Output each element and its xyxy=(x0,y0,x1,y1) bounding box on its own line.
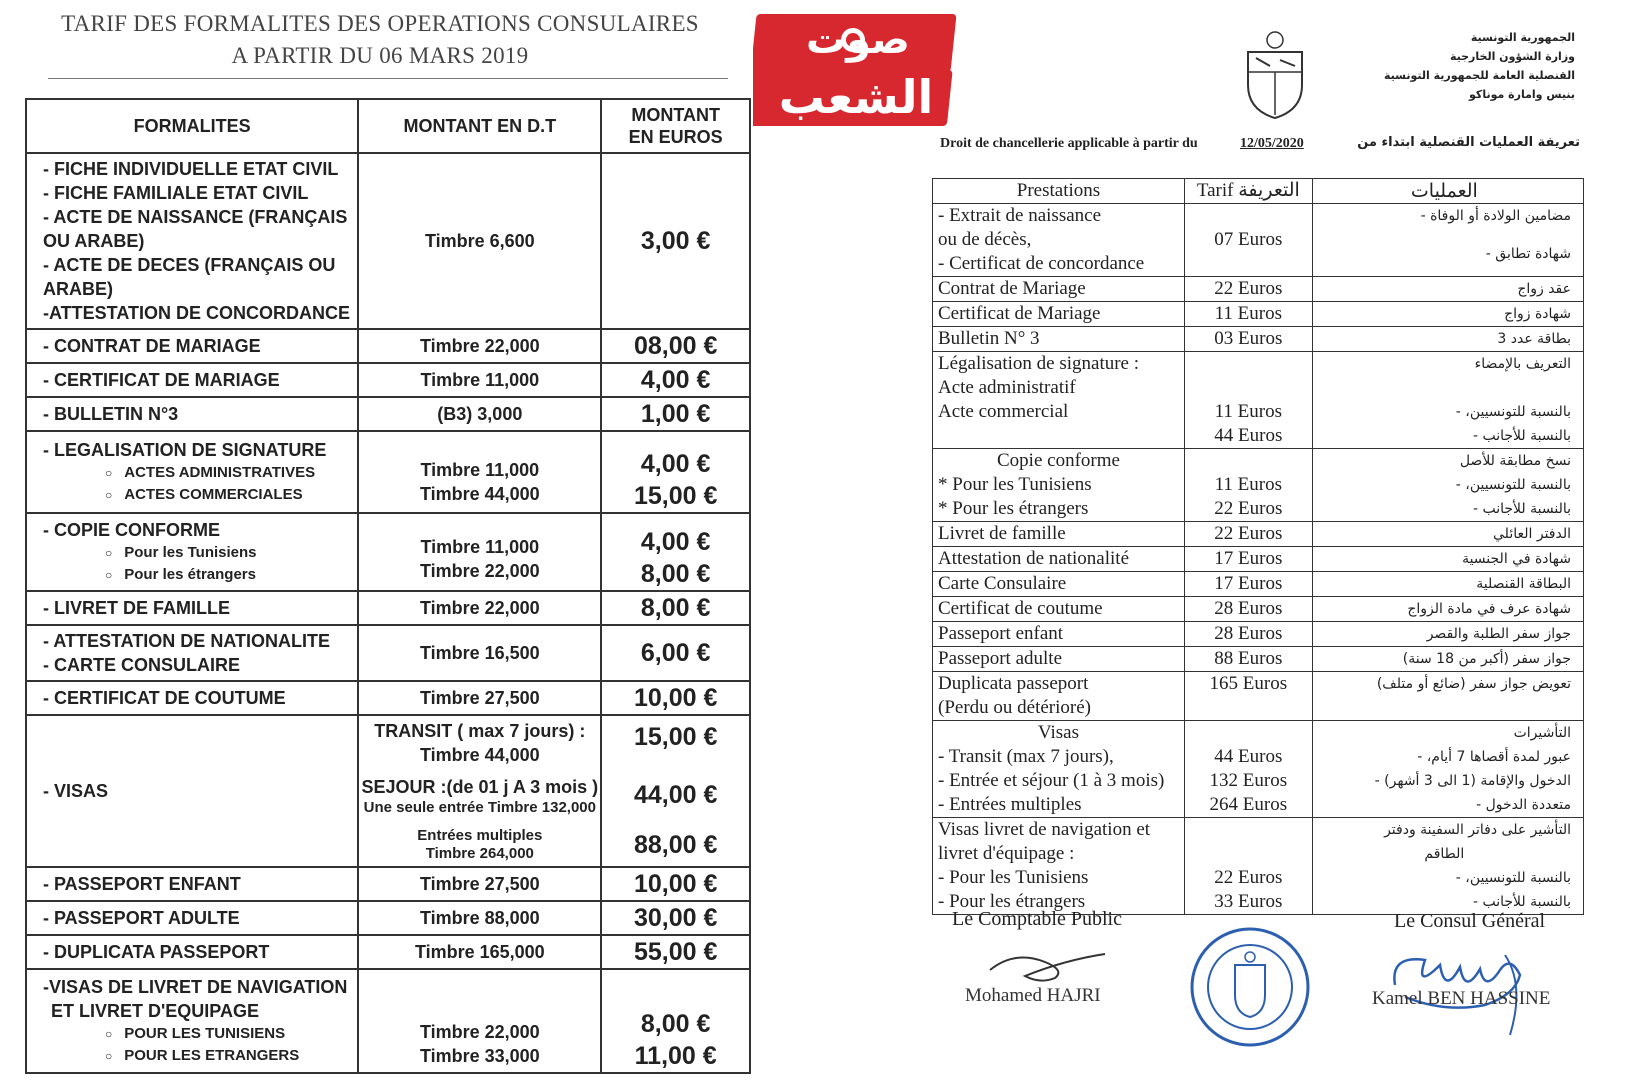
table-row xyxy=(26,591,750,625)
table-row xyxy=(26,901,750,935)
table-row xyxy=(933,572,1584,597)
tarif-cell: 165 Euros xyxy=(1184,672,1312,721)
sig-right-name: Kamel BEN HASSINE xyxy=(1372,988,1551,1009)
tarif-cell xyxy=(1184,721,1312,818)
arabic-line: بالنسبة للأجانب - xyxy=(1472,428,1571,444)
arabic-cell: شهادة عرف في مادة الزواج xyxy=(1312,597,1583,622)
table-row xyxy=(933,277,1584,302)
header-montant-euros-line1: MONTANT xyxy=(631,105,720,125)
euros-cell: 30,00 € xyxy=(601,901,750,935)
right-arabic-header xyxy=(1375,28,1575,104)
arabic-line: بالنسبة للتونسيين، - xyxy=(1455,404,1571,420)
formalite-cell: - PASSEPORT ENFANT xyxy=(26,867,358,901)
arabic-line: الطاقم xyxy=(1424,846,1465,862)
prestation-line: * Pour les Tunisiens xyxy=(938,474,1092,495)
table-row xyxy=(933,647,1584,672)
arabic-cell: جواز سفر (أكبر من 18 سنة) xyxy=(1312,647,1583,672)
header-ar-line: بنيس وامارة موناكو xyxy=(1469,88,1575,101)
montant-value: Timbre 44,000 xyxy=(419,484,540,504)
header-prestations: Prestations xyxy=(933,179,1185,204)
formalite-cell: - CONTRAT DE MARIAGE xyxy=(26,329,358,363)
tarif-value: 44 Euros xyxy=(1214,425,1283,446)
table-row xyxy=(933,622,1584,647)
formalite-item: - LEGALISATION DE SIGNATURE xyxy=(43,440,327,460)
montant-value: TRANSIT ( max 7 jours) : xyxy=(374,721,586,741)
euros-cell xyxy=(601,715,750,867)
table-row xyxy=(26,681,750,715)
table-row xyxy=(933,597,1584,622)
formalite-subitem: ○ POUR LES TUNISIENS xyxy=(43,1023,353,1045)
table-row xyxy=(26,969,750,1073)
arabic-cell xyxy=(1312,449,1583,522)
sig-left-title: Le Comptable Public xyxy=(952,908,1122,930)
prestation-line: - Entrées multiples xyxy=(938,794,1082,815)
prestation-cell xyxy=(933,818,1185,915)
table-row xyxy=(933,352,1584,449)
formalite-cell: - LIVRET DE FAMILLE xyxy=(26,591,358,625)
table-row xyxy=(26,153,750,329)
prestation-cell: Contrat de Mariage xyxy=(933,277,1185,302)
header-montant-euros xyxy=(601,99,750,153)
table-row xyxy=(933,547,1584,572)
prestation-line: Copie conforme xyxy=(997,450,1120,471)
euros-cell: 10,00 € xyxy=(601,681,750,715)
euros-value: 8,00 € xyxy=(640,560,711,588)
formalite-subitem: ○ ACTES COMMERCIALES xyxy=(43,484,353,506)
arabic-line: بالنسبة للأجانب - xyxy=(1472,894,1571,910)
arabic-cell: البطاقة القنصلية xyxy=(1312,572,1583,597)
arabic-cell: عقد زواج xyxy=(1312,277,1583,302)
euros-cell: 6,00 € xyxy=(601,625,750,681)
montant-cell: (B3) 3,000 xyxy=(358,397,601,431)
table-row xyxy=(26,363,750,397)
tarif-value: 22 Euros xyxy=(1214,498,1283,519)
tarif-value: 11 Euros xyxy=(1214,401,1283,422)
formalite-cell xyxy=(26,431,358,513)
table-row xyxy=(26,625,750,681)
header-montant-euros-line2: EN EUROS xyxy=(628,127,723,147)
arabic-line: بالنسبة للتونسيين، - xyxy=(1455,477,1571,493)
montant-cell: Timbre 27,500 xyxy=(358,681,601,715)
tarif-cell: 28 Euros xyxy=(1184,622,1312,647)
table-row xyxy=(933,672,1584,721)
montant-value: Timbre 44,000 xyxy=(419,745,540,765)
formalite-item: -VISAS DE LIVRET DE NAVIGATION xyxy=(43,977,348,997)
prestation-line: - Pour les Tunisiens xyxy=(938,867,1089,888)
table-row xyxy=(933,327,1584,352)
header-montant-dt: MONTANT EN D.T xyxy=(358,99,601,153)
arabic-cell: شهادة زواج xyxy=(1312,302,1583,327)
prestation-cell: Livret de famille xyxy=(933,522,1185,547)
tarif-cell xyxy=(1184,449,1312,522)
formalite-cell: - DUPLICATA PASSEPORT xyxy=(26,935,358,969)
euros-value: 15,00 € xyxy=(633,482,718,510)
prestation-line: Légalisation de signature : xyxy=(938,353,1140,374)
montant-value: Entrées multiples xyxy=(417,827,543,844)
left-signature-scribble xyxy=(985,940,1115,990)
table-row xyxy=(26,431,750,513)
logo-line2: الشعب xyxy=(778,70,934,124)
left-title-line2: A PARTIR DU 06 MARS 2019 xyxy=(231,43,529,68)
prestation-cell: Carte Consulaire xyxy=(933,572,1185,597)
formalite-item: - ATTESTATION DE NATIONALITE xyxy=(43,631,330,651)
montant-value: Timbre 11,000 xyxy=(420,537,540,557)
table-row xyxy=(26,513,750,591)
header-formalites: FORMALITES xyxy=(26,99,358,153)
prestation-line: Acte administratif xyxy=(938,377,1076,398)
arabic-cell: شهادة في الجنسية xyxy=(1312,547,1583,572)
montant-cell: Timbre 22,000 xyxy=(358,591,601,625)
table-row xyxy=(26,715,750,867)
euros-cell: 1,00 € xyxy=(601,397,750,431)
table-row xyxy=(933,818,1584,915)
subtitle-date: 12/05/2020 xyxy=(1240,136,1304,151)
euros-cell: 08,00 € xyxy=(601,329,750,363)
sig-left-name: Mohamed HAJRI xyxy=(965,985,1101,1006)
consulate-stamp xyxy=(1185,925,1315,1050)
arabic-line: التعريف بالإمضاء xyxy=(1474,356,1571,372)
tarif-value: 44 Euros xyxy=(1214,746,1283,767)
stamp-outer-ring xyxy=(1192,929,1308,1045)
euros-value: 88,00 € xyxy=(633,831,718,859)
montant-cell: Timbre 27,500 xyxy=(358,867,601,901)
tunisia-emblem xyxy=(1240,30,1310,120)
formalite-item: - ACTE DE DECES (FRANÇAIS OU ARABE) xyxy=(43,255,336,299)
formalite-cell: - PASSEPORT ADULTE xyxy=(26,901,358,935)
prestation-cell: Passeport adulte xyxy=(933,647,1185,672)
formalite-cell: - CERTIFICAT DE MARIAGE xyxy=(26,363,358,397)
prestation-cell: Attestation de nationalité xyxy=(933,547,1185,572)
arabic-cell: الدفتر العائلي xyxy=(1312,522,1583,547)
formalite-item: - ACTE DE NAISSANCE (FRANÇAIS OU ARABE) xyxy=(43,207,348,251)
table-row xyxy=(933,204,1584,277)
arabic-cell: تعويض جواز سفر (ضائع أو متلف) xyxy=(1312,672,1583,721)
subtitle-fr: Droit de chancellerie applicable à partir du xyxy=(940,136,1198,151)
montant-cell: Timbre 16,500 xyxy=(358,625,601,681)
prestation-cell xyxy=(933,672,1185,721)
euros-cell xyxy=(601,969,750,1073)
montant-value: Timbre 22,000 xyxy=(419,561,540,581)
tarif-cell: 17 Euros xyxy=(1184,572,1312,597)
prestation-line: Visas xyxy=(1037,722,1080,743)
tarif-cell xyxy=(1184,818,1312,915)
tarif-cell: 07 Euros xyxy=(1184,204,1312,277)
table-row xyxy=(933,721,1584,818)
formalite-item: -ATTESTATION DE CONCORDANCE xyxy=(43,303,350,323)
tarif-value: 264 Euros xyxy=(1209,794,1288,815)
arabic-line: مضامين الولادة أو الوفاة - xyxy=(1420,208,1571,224)
montant-cell xyxy=(358,969,601,1073)
montant-value: Timbre 33,000 xyxy=(419,1046,540,1066)
tarif-cell: 22 Euros xyxy=(1184,277,1312,302)
euros-value: 4,00 € xyxy=(640,450,711,478)
table-header-row xyxy=(26,99,750,153)
formalite-subitem: ○ Pour les étrangers xyxy=(43,564,353,586)
arabic-line: بالنسبة للتونسيين، - xyxy=(1455,870,1571,886)
montant-value: Timbre 22,000 xyxy=(419,1022,540,1042)
formalite-cell xyxy=(26,625,358,681)
prestation-line: - Transit (max 7 jours), xyxy=(938,746,1114,767)
title-rule xyxy=(48,78,728,79)
stamp-crescent xyxy=(1245,952,1255,962)
arabic-cell xyxy=(1312,818,1583,915)
euros-cell: 8,00 € xyxy=(601,591,750,625)
montant-cell xyxy=(358,715,601,867)
formalite-subitem: ○ ACTES ADMINISTRATIVES xyxy=(43,462,353,484)
formalite-cell: - BULLETIN N°3 xyxy=(26,397,358,431)
euros-value: 15,00 € xyxy=(633,723,718,751)
euros-cell xyxy=(601,431,750,513)
prestation-line: ou de décès, xyxy=(938,229,1032,250)
prestation-cell xyxy=(933,721,1185,818)
montant-value: Une seule entrée Timbre 132,000 xyxy=(363,799,596,816)
montant-cell: Timbre 11,000 xyxy=(358,363,601,397)
arabic-cell: بطاقة عدد 3 xyxy=(1312,327,1583,352)
tarif-cell xyxy=(1184,352,1312,449)
left-title-line1: TARIF DES FORMALITES DES OPERATIONS CONSULAIRES xyxy=(61,11,699,36)
prestation-line: - Pour les étrangers xyxy=(938,891,1086,912)
prestation-cell: Bulletin N° 3 xyxy=(933,327,1185,352)
euros-value: 11,00 € xyxy=(634,1042,717,1070)
table-row xyxy=(26,397,750,431)
montant-value: Timbre 264,000 xyxy=(425,845,534,862)
montant-cell xyxy=(358,431,601,513)
euros-cell xyxy=(601,513,750,591)
euros-value: 4,00 € xyxy=(640,528,711,556)
euros-value: 44,00 € xyxy=(633,781,718,809)
formalite-cell: - CERTIFICAT DE COUTUME xyxy=(26,681,358,715)
prestation-cell: Certificat de Mariage xyxy=(933,302,1185,327)
arabic-line: نسخ مطابقة للأصل xyxy=(1459,453,1571,469)
left-document-title xyxy=(40,8,720,72)
formalite-cell xyxy=(26,969,358,1073)
arabic-line: شهادة تطابق - xyxy=(1485,246,1571,262)
tarif-value: 22 Euros xyxy=(1214,867,1283,888)
header-tarif: Tarif التعريفة xyxy=(1184,179,1312,204)
tarif-cell: 17 Euros xyxy=(1184,547,1312,572)
montant-cell: Timbre 165,000 xyxy=(358,935,601,969)
header-arabic: العمليات xyxy=(1312,179,1583,204)
prestation-cell: Certificat de coutume xyxy=(933,597,1185,622)
euros-cell: 55,00 € xyxy=(601,935,750,969)
tarif-value: 132 Euros xyxy=(1209,770,1288,791)
formalite-subitem: ○ POUR LES ETRANGERS xyxy=(43,1045,353,1067)
table-row xyxy=(933,302,1584,327)
left-tariff-table xyxy=(25,98,751,1074)
montant-cell: Timbre 6,600 xyxy=(358,153,601,329)
arabic-line: متعددة الدخول - xyxy=(1476,797,1571,813)
montant-value: Timbre 11,000 xyxy=(420,460,540,480)
prestation-cell: Passeport enfant xyxy=(933,622,1185,647)
scribble-stroke xyxy=(990,954,1105,981)
prestation-cell xyxy=(933,449,1185,522)
prestation-cell xyxy=(933,352,1185,449)
prestation-line: - Entrée et séjour (1 à 3 mois) xyxy=(938,770,1165,791)
right-tariff-table xyxy=(932,178,1584,915)
formalite-cell xyxy=(26,153,358,329)
prestation-line: - Certificat de concordance xyxy=(938,253,1145,274)
subtitle-ar: تعريفة العمليات القنصلية ابتداء من xyxy=(1357,135,1580,150)
tarif-cell: 88 Euros xyxy=(1184,647,1312,672)
arabic-line: الدخول والإقامة (1 الى 3 أشهر) - xyxy=(1374,773,1571,789)
emblem-crescent xyxy=(1267,32,1283,48)
tarif-cell: 11 Euros xyxy=(1184,302,1312,327)
arabic-line: عبور لمدة أقصاها 7 أيام، - xyxy=(1417,749,1571,765)
formalite-item: - FICHE FAMILIALE ETAT CIVIL xyxy=(43,183,309,203)
arabic-cell: جواز سفر الطلبة والقصر xyxy=(1312,622,1583,647)
formalite-cell xyxy=(26,513,358,591)
prestation-line: Duplicata passeport xyxy=(938,673,1089,694)
arabic-cell xyxy=(1312,204,1583,277)
arabic-line: بالنسبة للأجانب - xyxy=(1472,501,1571,517)
arabic-line: التأشيرات xyxy=(1513,725,1571,741)
formalite-item: - FICHE INDIVIDUELLE ETAT CIVIL xyxy=(43,159,339,179)
stamp-emblem xyxy=(1235,965,1265,1017)
tarif-value: 11 Euros xyxy=(1214,474,1283,495)
euros-value: 8,00 € xyxy=(640,1010,711,1038)
tarif-cell: 22 Euros xyxy=(1184,522,1312,547)
formalite-item: - COPIE CONFORME xyxy=(43,520,221,540)
prestation-line: (Perdu ou détérioré) xyxy=(938,697,1091,718)
header-ar-line: وزارة الشؤون الخارجية xyxy=(1449,50,1575,63)
arabic-cell xyxy=(1312,352,1583,449)
table-row xyxy=(933,522,1584,547)
montant-cell xyxy=(358,513,601,591)
formalite-item: - CARTE CONSULAIRE xyxy=(43,655,240,675)
sig-right-title: Le Consul Général xyxy=(1394,910,1546,932)
prestation-cell xyxy=(933,204,1185,277)
formalite-subitem: ○ Pour les Tunisiens xyxy=(43,542,353,564)
tarif-cell: 28 Euros xyxy=(1184,597,1312,622)
arabic-line: التأشير على دفاتر السفينة ودفتر xyxy=(1384,822,1571,838)
euros-cell: 10,00 € xyxy=(601,867,750,901)
formalite-cell: - VISAS xyxy=(26,715,358,867)
euros-cell: 3,00 € xyxy=(601,153,750,329)
montant-cell: Timbre 22,000 xyxy=(358,329,601,363)
news-logo xyxy=(753,10,963,128)
tarif-cell: 03 Euros xyxy=(1184,327,1312,352)
header-ar-line: القنصلية العامة للجمهورية التونسية xyxy=(1384,69,1575,82)
euros-cell: 4,00 € xyxy=(601,363,750,397)
table-row xyxy=(26,867,750,901)
table-row xyxy=(26,935,750,969)
header-ar-line: الجمهورية التونسية xyxy=(1470,31,1575,44)
table-header-row xyxy=(933,179,1584,204)
table-row xyxy=(933,449,1584,522)
prestation-line: Visas livret de navigation et xyxy=(938,819,1151,840)
prestation-line: Acte commercial xyxy=(938,401,1069,422)
table-row xyxy=(26,329,750,363)
prestation-line: livret d'équipage : xyxy=(938,843,1075,864)
tarif-value: 33 Euros xyxy=(1214,891,1283,912)
arabic-cell xyxy=(1312,721,1583,818)
logo-line1: صوت xyxy=(806,17,910,63)
montant-cell: Timbre 88,000 xyxy=(358,901,601,935)
prestation-line: * Pour les étrangers xyxy=(938,498,1089,519)
emblem-ship xyxy=(1256,58,1295,66)
prestation-line: - Extrait de naissance xyxy=(938,205,1102,226)
formalite-item: ET LIVRET D'EQUIPAGE xyxy=(51,1001,259,1021)
montant-value: SEJOUR :(de 01 j A 3 mois ) xyxy=(361,777,599,797)
